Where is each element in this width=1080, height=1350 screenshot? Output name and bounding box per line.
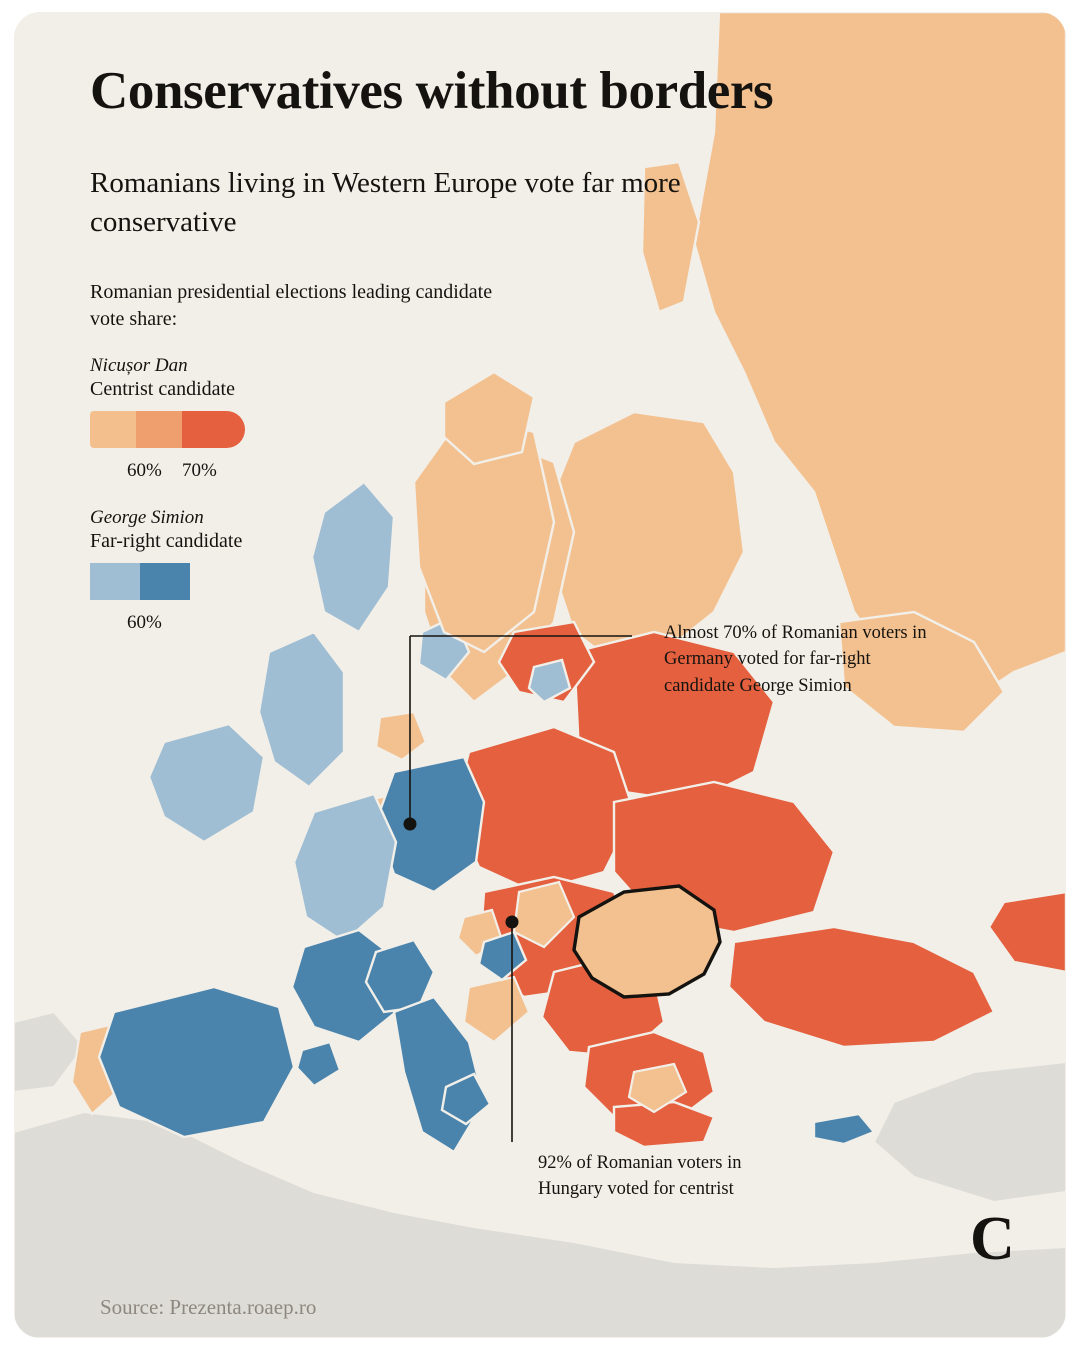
legend-tick-dan-60: 60%	[127, 460, 162, 481]
page-subtitle: Romanians living in Western Europe vote far more conservative	[90, 167, 681, 238]
infographic-card	[14, 12, 1066, 1338]
publisher-logo: C	[970, 1205, 1015, 1273]
legend-heading: Romanian presidential elections leading candidate vote share:	[90, 281, 493, 331]
source-note: Source: Prezenta.roaep.ro	[100, 1295, 317, 1319]
page-title: Conservatives without borders	[90, 62, 774, 120]
legend-tick-dan-70: 70%	[182, 460, 217, 481]
legend-scale-dan	[90, 411, 245, 448]
legend-candidate-role: Far-right candidate	[90, 530, 243, 552]
legend-scale-simion	[90, 563, 242, 600]
legend-tick-simion-60: 60%	[127, 612, 162, 633]
legend-candidate-simion	[90, 507, 242, 600]
legend-swatch	[90, 563, 140, 600]
annotation-hungary: 92% of Romanian voters in Hungary voted for centrist	[538, 1153, 742, 1200]
legend-candidate-dan	[90, 355, 245, 448]
annotation-germany: Almost 70% of Romanian voters in Germany voted for far-right candidate George Simion	[664, 623, 927, 696]
legend-candidate-name: George Simion	[90, 507, 204, 528]
legend-candidate-role: Centrist candidate	[90, 378, 235, 400]
legend-swatch	[136, 411, 182, 448]
legend-swatch	[140, 563, 190, 600]
legend-swatch	[90, 411, 136, 448]
legend-swatch	[182, 411, 245, 448]
legend-candidate-name: Nicușor Dan	[90, 355, 188, 376]
